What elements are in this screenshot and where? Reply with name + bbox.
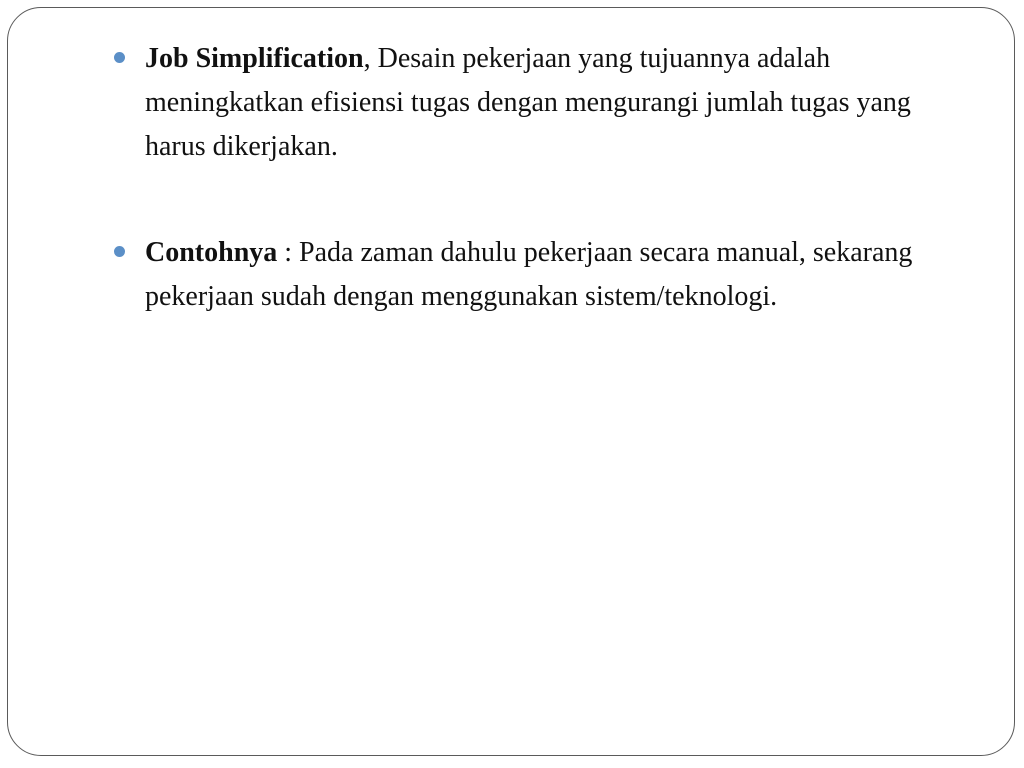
bullet-text: Desain pekerjaan yang tujuannya adalah meningkatkan efisiensi tugas dengan mengurangi jumlah tugas yang harus dikerjakan. xyxy=(145,43,911,162)
bullet-separator: : xyxy=(277,237,300,268)
bullet-dot-icon xyxy=(114,52,125,63)
bullet-dot-icon xyxy=(114,246,125,257)
bullet-term: Job Simplification xyxy=(145,43,364,74)
bullet-text: Pada zaman dahulu pekerjaan secara manual, sekarang pekerjaan sudah dengan menggunakan sistem/teknologi. xyxy=(145,237,913,312)
slide-frame xyxy=(7,7,1015,756)
bullet-list xyxy=(114,37,934,319)
bullet-separator: , xyxy=(363,43,378,74)
bullet-item-contohnya xyxy=(114,231,934,319)
bullet-item-job-simplification xyxy=(114,37,934,169)
bullet-term: Contohnya xyxy=(145,237,278,268)
